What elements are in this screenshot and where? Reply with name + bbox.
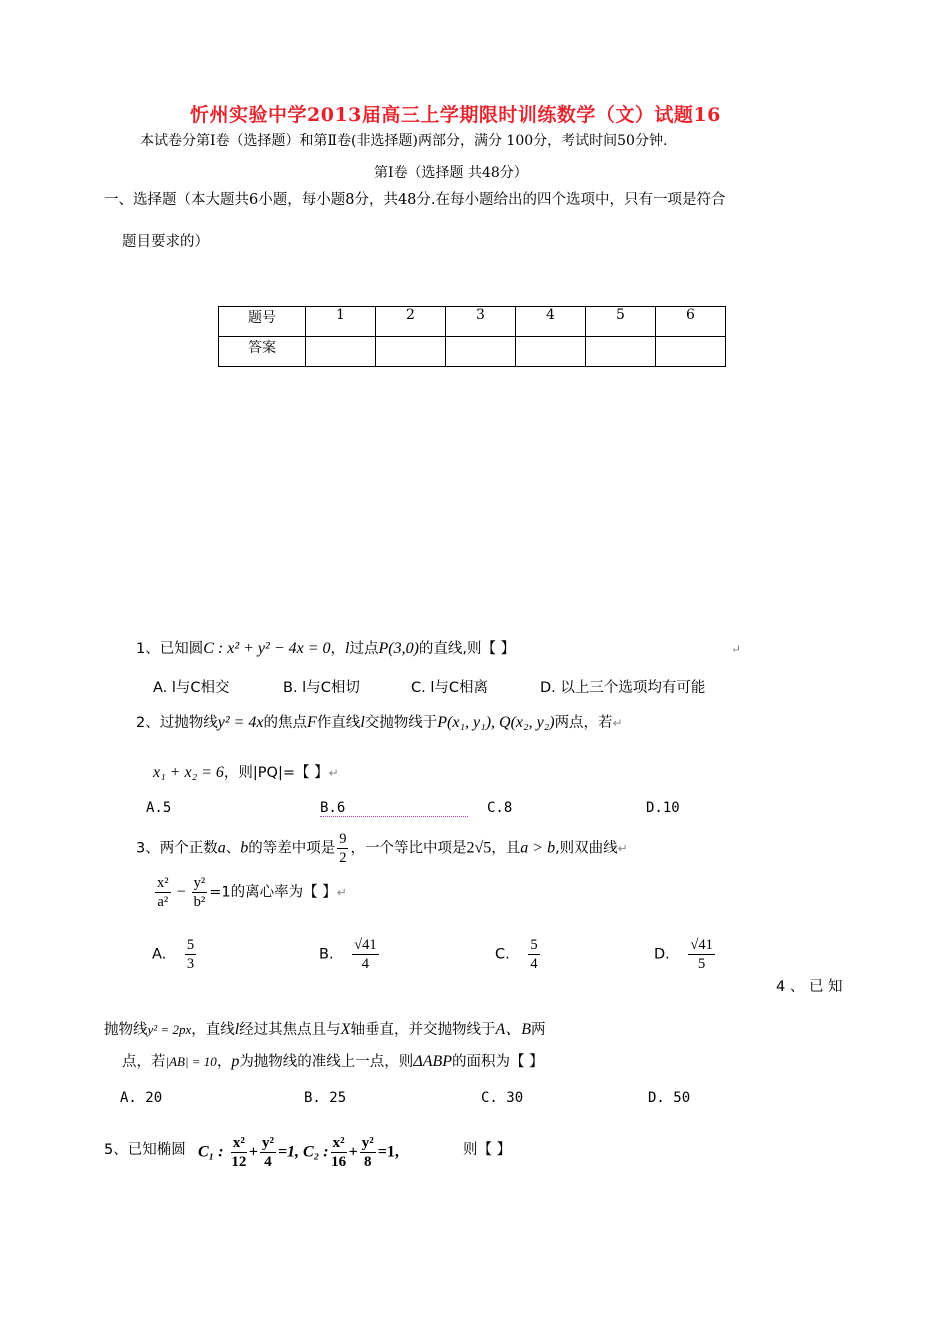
q4-text: 抛物线 — [104, 1022, 148, 1038]
q2-option-c: C.8 — [487, 800, 513, 816]
return-mark: ↵ — [336, 885, 347, 900]
q2-condition: x₁ + x₂ = 6 — [153, 764, 224, 781]
q3-text: 的等差中项是 — [248, 840, 336, 857]
q1-option-a: A. l与C相交 — [153, 680, 230, 696]
q4-parabola: y² = 2px — [147, 1022, 192, 1037]
fraction-numerator: y² — [193, 875, 206, 891]
q3-arith-mean-fraction — [337, 830, 348, 867]
fraction-denominator: 5 — [698, 956, 706, 972]
exam-intro: 本试卷分第Ⅰ卷（选择题）和第Ⅱ卷(非选择题)两部分，满分 100分，考试时间50分钟. — [140, 133, 668, 149]
fraction-numerator: 9 — [339, 831, 347, 847]
q4-text: 经过其焦点且与 — [239, 1022, 341, 1038]
q4-condition: |AB| = 10 — [165, 1054, 217, 1069]
q3-inequality: a > b — [520, 839, 556, 857]
fraction-numerator: 5 — [186, 937, 195, 953]
q2-tail: ，则|PQ|=【 】 — [223, 765, 329, 781]
q3-option-c — [495, 936, 542, 973]
q1-mid: ， — [330, 641, 346, 657]
question-4-number: 4 、 已 知 — [776, 979, 843, 995]
return-mark: ↵ — [612, 716, 623, 730]
ellipse-fraction — [260, 1134, 276, 1171]
q2-text: 作直线 — [316, 715, 361, 731]
fraction-denominator: 2 — [339, 850, 347, 866]
q2-text: 2、过抛物线 — [136, 715, 218, 731]
ellipse-c1-label: C₁ : — [198, 1143, 224, 1161]
q4-option-d: D. 50 — [648, 1090, 691, 1106]
answer-table — [218, 306, 726, 367]
fraction-denominator: 4 — [530, 956, 538, 972]
ellipse-fraction — [231, 1134, 247, 1171]
answer-table-row-answers — [219, 337, 726, 367]
hyperbola-fraction-y — [192, 874, 208, 911]
q4-text: 的面积为【 】 — [452, 1054, 544, 1070]
table-header-answer: 答案 — [219, 337, 306, 367]
question-4-line-1 — [104, 1016, 546, 1039]
fraction-numerator: x² — [332, 1135, 345, 1151]
table-cell-number: 4 — [516, 307, 586, 337]
ellipse-fraction — [360, 1134, 376, 1171]
fraction-denominator: 4 — [264, 1154, 272, 1170]
q3-text: 、 — [225, 840, 241, 857]
option-label: A. — [152, 946, 167, 963]
question-2-stem — [136, 711, 623, 732]
q4-option-b: B. 25 — [304, 1090, 347, 1106]
option-label: C. — [495, 946, 510, 963]
q2-parabola: y² = 4x — [217, 714, 264, 731]
q4-option-a: A. 20 — [120, 1090, 163, 1106]
q4-option-c: C. 30 — [481, 1090, 524, 1106]
fraction-numerator: x² — [157, 875, 169, 891]
question-3-stem — [136, 830, 628, 867]
option-fraction — [688, 936, 714, 973]
q3-a: a — [217, 839, 226, 857]
q1-line-symbol: l — [345, 640, 350, 657]
answer-cell[interactable] — [306, 337, 376, 367]
fraction-denominator: a² — [157, 894, 169, 910]
q2-option-a: A.5 — [146, 800, 172, 816]
q3-text: 3、两个正数 — [136, 840, 218, 857]
q4-text: ，直线 — [191, 1022, 235, 1038]
fraction-denominator: 12 — [231, 1154, 247, 1170]
q2-text: 交抛物线于 — [364, 715, 438, 731]
q2-text: 的焦点 — [263, 715, 308, 731]
plus-sign: + — [348, 1143, 358, 1161]
answer-cell[interactable] — [656, 337, 726, 367]
question-5-suffix: 则【 】 — [463, 1142, 512, 1158]
fraction-numerator: 5 — [530, 937, 538, 953]
fraction-denominator: 4 — [361, 956, 370, 972]
fraction-numerator: x² — [232, 1135, 245, 1151]
q1-suffix: 的直线,则【 】 — [418, 641, 516, 657]
table-header-question-number: 题号 — [219, 307, 306, 337]
q4-points: A、B — [495, 1021, 532, 1038]
minus-sign: − — [172, 883, 190, 901]
q3-text: ,则双曲线 — [555, 840, 618, 857]
question-5-prefix: 5、已知椭圆 — [104, 1142, 186, 1158]
instructions-line-2: 题目要求的） — [122, 234, 209, 250]
option-label: B. — [319, 946, 334, 963]
q4-text: 轴垂直，并交抛物线于 — [350, 1022, 496, 1038]
q4-point-p: p — [231, 1053, 240, 1070]
answer-cell[interactable] — [586, 337, 656, 367]
section-heading: 第Ⅰ卷（选择题 共48分） — [374, 165, 528, 181]
option-fraction — [528, 936, 539, 973]
fraction-numerator: y² — [261, 1135, 274, 1151]
q2-points: P(x₁, y₁), Q(x₂, y₂) — [437, 714, 555, 731]
q1-mid2: 过点 — [349, 641, 379, 657]
ellipse-c2-label: =1, C₂ : — [277, 1143, 329, 1161]
q2-text: 两点，若 — [554, 715, 613, 731]
equals-one: =1, — [377, 1143, 399, 1161]
q4-line: l — [234, 1021, 240, 1038]
fraction-numerator: √41 — [354, 937, 377, 953]
plus-sign: + — [248, 1143, 258, 1161]
q3-tail: =1的离心率为【 】 — [209, 884, 337, 901]
q1-circle-equation: C : x² + y² − 4x = 0 — [203, 640, 331, 657]
return-mark: ↵ — [731, 642, 742, 656]
question-3-line-2 — [153, 874, 347, 911]
q4-axis: X — [340, 1021, 351, 1038]
q2-line: l — [360, 714, 365, 731]
fraction-numerator: y² — [361, 1135, 374, 1151]
ellipse-fraction — [331, 1134, 347, 1171]
q2-option-b: B.6 — [320, 800, 468, 817]
q4-text: 为抛物线的准线上一点，则 — [239, 1054, 414, 1070]
question-1-stem — [136, 637, 515, 658]
q3-geo-mean: 2√5 — [466, 839, 492, 857]
fraction-denominator: 3 — [186, 956, 195, 972]
q1-point: P(3,0) — [378, 640, 419, 657]
q2-focus: F — [307, 714, 317, 731]
q3-text: ，一个等比中项是 — [350, 840, 467, 857]
question-4-line-2 — [122, 1050, 544, 1071]
option-fraction — [185, 936, 196, 973]
table-cell-number: 3 — [446, 307, 516, 337]
question-5-equation — [198, 1134, 399, 1171]
table-cell-number: 5 — [586, 307, 656, 337]
q1-prefix: 1、已知圆 — [136, 641, 204, 657]
answer-cell[interactable] — [516, 337, 586, 367]
answer-cell[interactable] — [446, 337, 516, 367]
return-mark: ↵ — [328, 766, 339, 780]
fraction-denominator: 8 — [364, 1154, 372, 1170]
answer-cell[interactable] — [376, 337, 446, 367]
q2-option-d: D.10 — [646, 800, 680, 816]
fraction-numerator: √41 — [690, 937, 713, 953]
option-fraction — [352, 936, 378, 973]
instructions-line-1: 一、选择题（本大题共6小题，每小题8分，共48分.在每小题给出的四个选项中，只有一项是符合 — [104, 192, 726, 208]
table-cell-number: 6 — [656, 307, 726, 337]
return-mark: ↵ — [617, 841, 628, 856]
q4-text: 点，若 — [122, 1054, 166, 1070]
q3-option-d — [654, 936, 717, 973]
answer-table-row-numbers — [219, 307, 726, 337]
q4-triangle: ΔABP — [413, 1053, 453, 1070]
q1-option-b: B. l与C相切 — [283, 680, 360, 696]
q3-option-a — [152, 936, 198, 973]
option-label: D. — [654, 946, 670, 963]
q1-option-c: C. l与C相离 — [411, 680, 488, 696]
q3-text: ，且 — [491, 840, 521, 857]
q3-b: b — [240, 839, 249, 857]
q1-option-d: D. 以上三个选项均有可能 — [540, 680, 706, 696]
question-2-line-2 — [153, 761, 339, 782]
exam-title: 忻州实验中学2013届高三上学期限时训练数学（文）试题16 — [190, 104, 721, 126]
fraction-denominator: b² — [193, 894, 206, 910]
q4-text: 两 — [531, 1022, 546, 1038]
hyperbola-fraction-x — [155, 874, 171, 911]
q3-option-b — [319, 936, 381, 973]
q4-text: ， — [216, 1054, 232, 1070]
table-cell-number: 2 — [376, 307, 446, 337]
fraction-denominator: 16 — [331, 1154, 347, 1170]
table-cell-number: 1 — [306, 307, 376, 337]
